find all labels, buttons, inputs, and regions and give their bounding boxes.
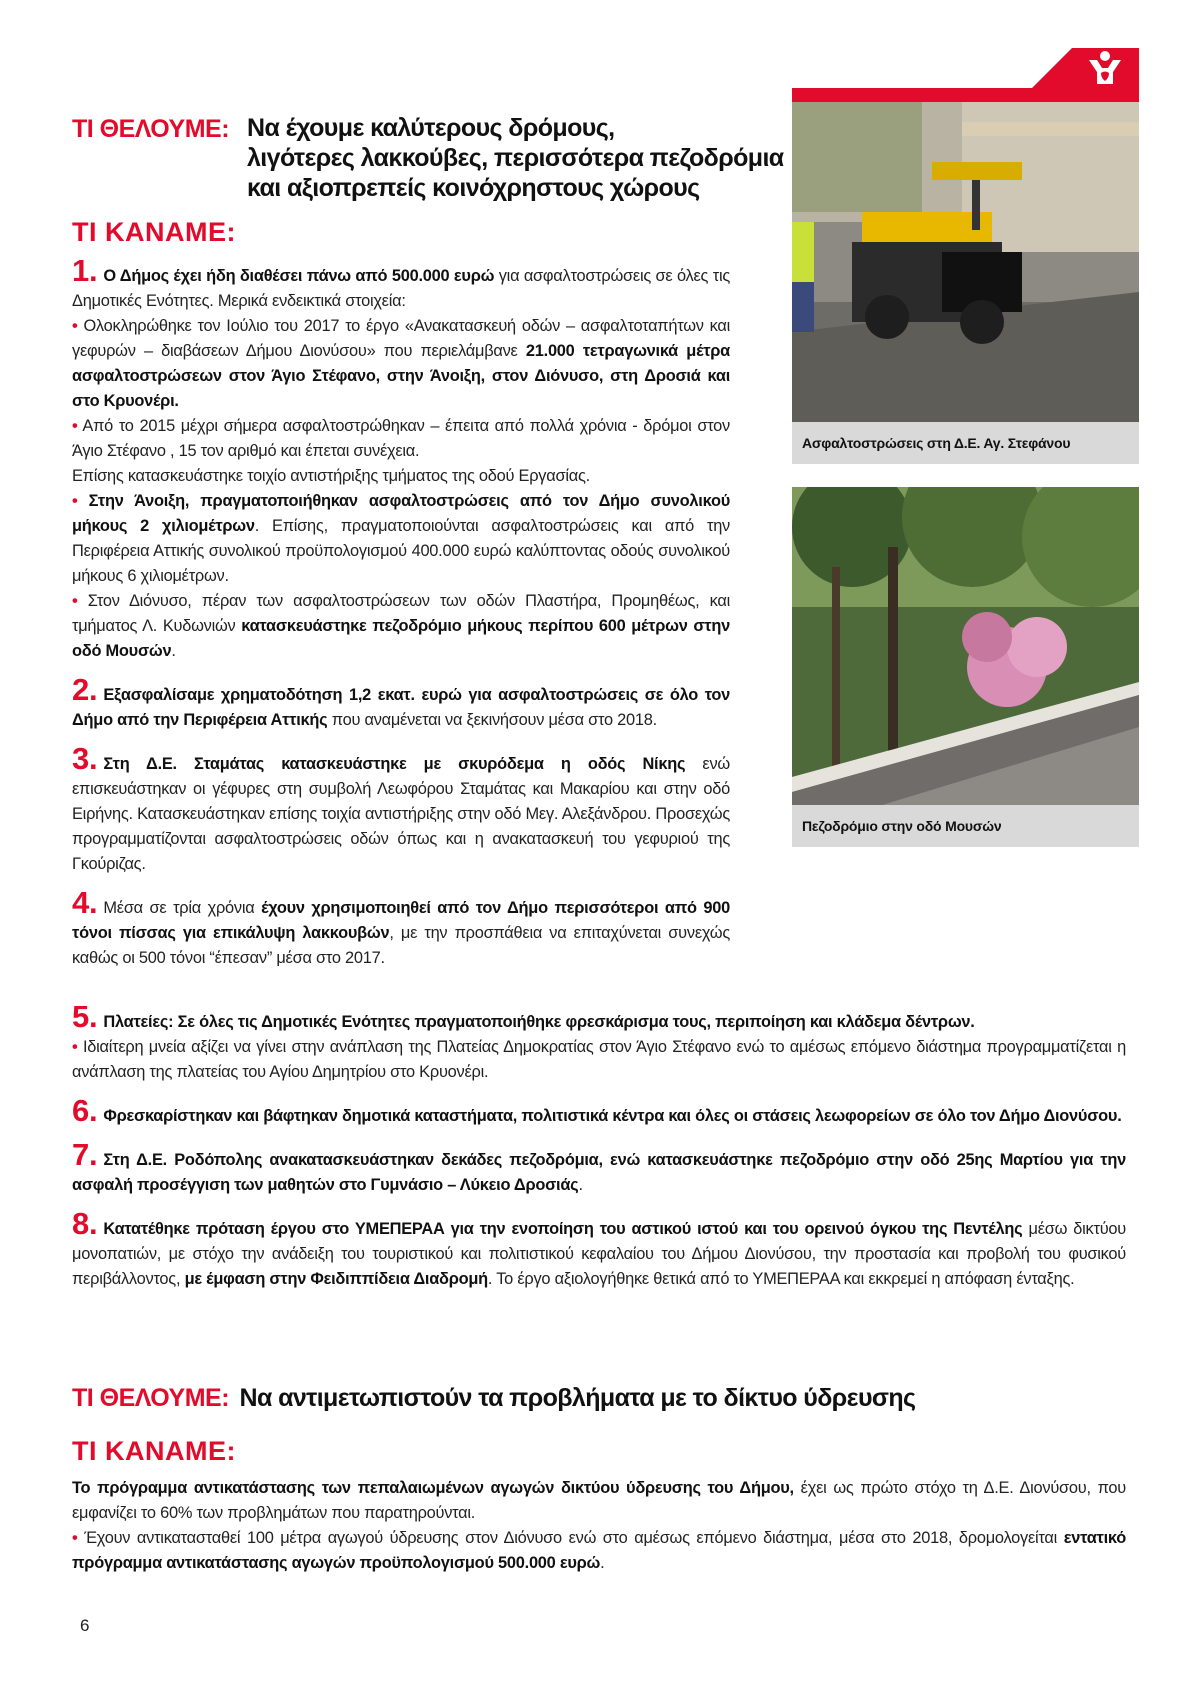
photo-caption-asphalt: Ασφαλτοστρώσεις στη Δ.Ε. Αγ. Στεφάνου: [792, 422, 1139, 464]
item-1d-text: Επίσης κατασκευάστηκε τοιχίο αντιστήριξης τμήματος της οδού Εργασίας.: [72, 467, 590, 485]
want-line-1: Να έχουμε καλύτερους δρόμους,: [247, 114, 615, 142]
section2-did-heading: ΤΙ ΚΑΝΑΜΕ:: [72, 1436, 236, 1466]
item-6: [72, 1093, 1126, 1129]
item-2: [72, 672, 730, 733]
section2-p1-text: έχει ως πρώτο στόχο τη Δ.Ε. Διονύσου, που εμφανίζει το 60% των προβλημάτων που παρατηρούνται.: [72, 1479, 1127, 1522]
items-full-width: [72, 999, 1126, 1292]
item-8-end: . Το έργο αξιολογήθηκε θετικά από το ΥΜΕΠΕΡΑΑ και εκκρεμεί η απόφαση ένταξης.: [487, 1270, 1075, 1288]
sidewalk-image: [792, 487, 1139, 805]
section2-p2-end: .: [600, 1554, 605, 1572]
item-number-5: 5.: [72, 999, 98, 1034]
section2-p2-bold: εντατικό πρόγραμμα αντικατάστασης αγωγών προϋπολογισμού 500.000 ευρώ: [72, 1529, 1126, 1572]
bullet-icon: •: [72, 492, 78, 510]
bullet-icon: •: [72, 592, 78, 610]
item-8: [72, 1206, 1126, 1292]
corner-red-bar: [792, 88, 1139, 102]
item-4-text: , με την προσπάθεια να επιταχύνεται συνεχώς καθώς οι 500 τόνοι “έπεσαν” μέσα στο 2017.: [72, 924, 730, 967]
want-text-2: Να αντιμετωπιστούν τα προβλήματα με το δίκτυο ύδρευσης: [239, 1384, 916, 1412]
photo-sidewalk: [792, 487, 1139, 805]
item-number-6: 6.: [72, 1093, 98, 1128]
item-number-8: 8.: [72, 1206, 98, 1241]
item-3-bold: Στη Δ.Ε. Σταμάτας κατασκευάστηκε με σκυρόδεμα η οδός Νίκης: [103, 755, 686, 773]
corner-triangle-decoration: [1032, 48, 1072, 88]
item-1f-bold: κατασκευάστηκε πεζοδρόμιο μήκους περίπου 600 μέτρων στην οδό Μουσών: [72, 617, 730, 660]
item-1-bullet-4: [72, 589, 730, 664]
photo-caption-sidewalk: Πεζοδρόμιο στην οδό Μουσών: [792, 805, 1139, 847]
photo-asphalt-paving: [792, 102, 1139, 422]
item-3-text: ενώ επισκευάστηκαν οι γέφυρες στη συμβολή Λεωφόρου Σταμάτας και Μακαρίου και στην οδό Ειρήνης. Κατασκευάστηκαν επίσης τοιχία αντιστήριξης στην οδό Μεγ. Αλεξάνδρου. Προσεχώς προγραμματίζονται ασφαλτοστρώσεις οδών όπως και η ανακατασκευή του γεφυριού της Γκούριζας.: [72, 755, 730, 873]
item-5: [72, 999, 1126, 1035]
item-1b-text: Ολοκληρώθηκε τον Ιούλιο του 2017 το έργο «Ανακατασκευή οδών – ασφαλτοταπήτων και γεφυρών – διαβάσεων Δήμου Διονύσου» που περιελάμβανε: [72, 317, 730, 360]
page-number: 6: [80, 1616, 90, 1635]
item-5-bullet: [72, 1035, 1126, 1085]
item-1b-bold: 21.000 τετραγωνικά μέτρα ασφαλτοστρώσεων στον Άγιο Στέφανο, στην Άνοιξη, στον Διόνυσο, στη Δροσιά και στο Κρυονέρι.: [72, 342, 731, 410]
item-number-4: 4.: [72, 885, 98, 920]
want-label: ΤΙ ΘΕΛΟΥΜΕ:: [72, 115, 230, 143]
item-8-bold: Κατατέθηκε πρόταση έργου στο ΥΜΕΠΕΡΑΑ για την ενοποίηση του αστικού ιστού και του ορεινού όγκου της Πεντέλης: [103, 1220, 1023, 1238]
want-label-2: ΤΙ ΘΕΛΟΥΜΕ:: [72, 1384, 230, 1412]
item-number-3: 3.: [72, 741, 98, 776]
party-logo: [1072, 48, 1139, 88]
section2-bullet: [72, 1526, 1126, 1576]
want-line-3: και αξιοπρεπείς κοινόχρηστους χώρους: [247, 174, 700, 202]
item-4-text-a: Μέσα σε τρία χρόνια: [103, 899, 262, 917]
item-1-intro: [72, 253, 731, 314]
item-number-1: 1.: [72, 253, 98, 288]
item-1e-bold: Στην Άνοιξη, πραγματοποιήθηκαν ασφαλτοστρώσεις από τον Δήμο συνολικού μήκους 2 χιλιομέτρων: [72, 492, 730, 535]
item-1-text: για ασφαλτοστρώσεις σε όλες τις Δημοτικές Ενότητες. Μερικά ενδεικτικά στοιχεία:: [72, 267, 731, 310]
item-1c-text: Από το 2015 μέχρι σήμερα ασφαλτοστρώθηκαν – έπειτα από πολλά χρόνια - δρόμοι στον Άγιο Στέφανο , 15 τον αριθμό και έπεται συνέχεια.: [72, 417, 730, 460]
item-1e-text: . Επίσης, πραγματοποιούνται ασφαλτοστρώσεις και από την Περιφέρεια Αττικής συνολικού προϋπολογισμού 400.000 ευρώ καλύπτοντας οδούς συνολικού μήκους 6 χιλιομέτρων.: [72, 517, 730, 585]
section2-body: [72, 1476, 1126, 1576]
item-5-bold: Πλατείες: Σε όλες τις Δημοτικές Ενότητες πραγματοποιήθηκε φρεσκάρισμα τους, περιποίηση και κλάδεμα δέντρων.: [103, 1013, 975, 1031]
item-2-bold: Εξασφαλίσαμε χρηματοδότηση 1,2 εκατ. ευρώ για ασφαλτοστρώσεις σε όλο τον Δήμο από την Περιφέρεια Αττικής: [72, 686, 730, 729]
item-1f-text: Στον Διόνυσο, πέραν των ασφαλτοστρώσεων των οδών Πλαστήρα, Προμηθέως, και τμήματος Λ. Κυδωνιών: [72, 592, 730, 635]
item-1f-end: .: [171, 642, 176, 660]
human-figure-logo-icon: [1072, 48, 1139, 88]
bullet-icon: •: [72, 317, 78, 335]
item-1-bullet-2: [72, 414, 730, 464]
item-6-bold: Φρεσκαρίστηκαν και βάφτηκαν δημοτικά καταστήματα, πολιτιστικά κέντρα και όλες οι στάσεις λεωφορείων σε όλο τον Δήμο Διονύσου.: [103, 1107, 1122, 1125]
item-1-bullet-3: [72, 489, 730, 589]
item-3: [72, 741, 730, 877]
item-8-bold-2: με έμφαση στην Φειδιππίδεια Διαδρομή: [184, 1270, 488, 1288]
item-4-bold: έχουν χρησιμοποιηθεί από τον Δήμο περισσότεροι από 900 τόνοι πίσσας για επικάλυψη λακκουβών: [72, 899, 730, 942]
item-1-bold: Ο Δήμος έχει ήδη διαθέσει πάνω από 500.000 ευρώ: [103, 267, 495, 285]
item-7-end: .: [578, 1176, 583, 1194]
item-5b-text: Ιδιαίτερη μνεία αξίζει να γίνει στην ανάπλαση της Πλατείας Δημοκρατίας στον Άγιο Στέφανο ενώ το αμέσως επόμενο διάστημα προγραμματίζεται η ανάπλαση της πλατείας του Αγίου Δημητρίου στο Κρυονέρι.: [72, 1038, 1126, 1081]
item-number-2: 2.: [72, 672, 98, 707]
item-7-bold: Στη Δ.Ε. Ροδόπολης ανακατασκευάστηκαν δεκάδες πεζοδρόμια, ενώ κατασκευάστηκε πεζοδρόμιο στην οδό 25ης Μαρτίου για την ασφαλή προσέγγιση των μαθητών στο Γυμνάσιο – Λύκειο Δροσιάς: [72, 1151, 1126, 1194]
bullet-icon: •: [72, 417, 78, 435]
item-number-7: 7.: [72, 1137, 98, 1172]
section2-paragraph-1: [72, 1476, 1126, 1526]
bullet-icon: •: [72, 1038, 78, 1056]
bullet-icon: •: [72, 1529, 78, 1547]
section2-p2-text: Έχουν αντικατασταθεί 100 μέτρα αγωγού ύδρευσης στον Διόνυσο ενώ στο αμέσως επόμενο διάστημα, μέσα στο 2018, δρομολογείται: [84, 1529, 1064, 1547]
section1-did-heading: ΤΙ ΚΑΝΑΜΕ:: [72, 217, 236, 247]
item-1-line-wall: [72, 464, 730, 489]
item-8-text: μέσω δικτύου μονοπατιών, με στόχο την ανάδειξη του τουριστικού και πολιτιστικού κεφαλαίου του Δήμου Διονύσου, την προστασία και προβολή του φυσικού περιβάλλοντος,: [72, 1220, 1126, 1288]
item-2-text: που αναμένεται να ξεκινήσουν μέσα στο 2018.: [327, 711, 657, 729]
items-left-column: [72, 253, 731, 971]
section2-want-heading: [72, 1383, 1126, 1413]
asphalt-paving-image: [792, 102, 1139, 422]
want-line-2: λιγότερες λακκούβες, περισσότερα πεζοδρόμια: [247, 144, 784, 172]
section2-p1-bold: Το πρόγραμμα αντικατάστασης των πεπαλαιωμένων αγωγών δικτύου ύδρευσης του Δήμου,: [72, 1479, 794, 1497]
item-1-bullet-1: [72, 314, 730, 414]
item-7: [72, 1137, 1126, 1198]
item-4: [72, 885, 730, 971]
